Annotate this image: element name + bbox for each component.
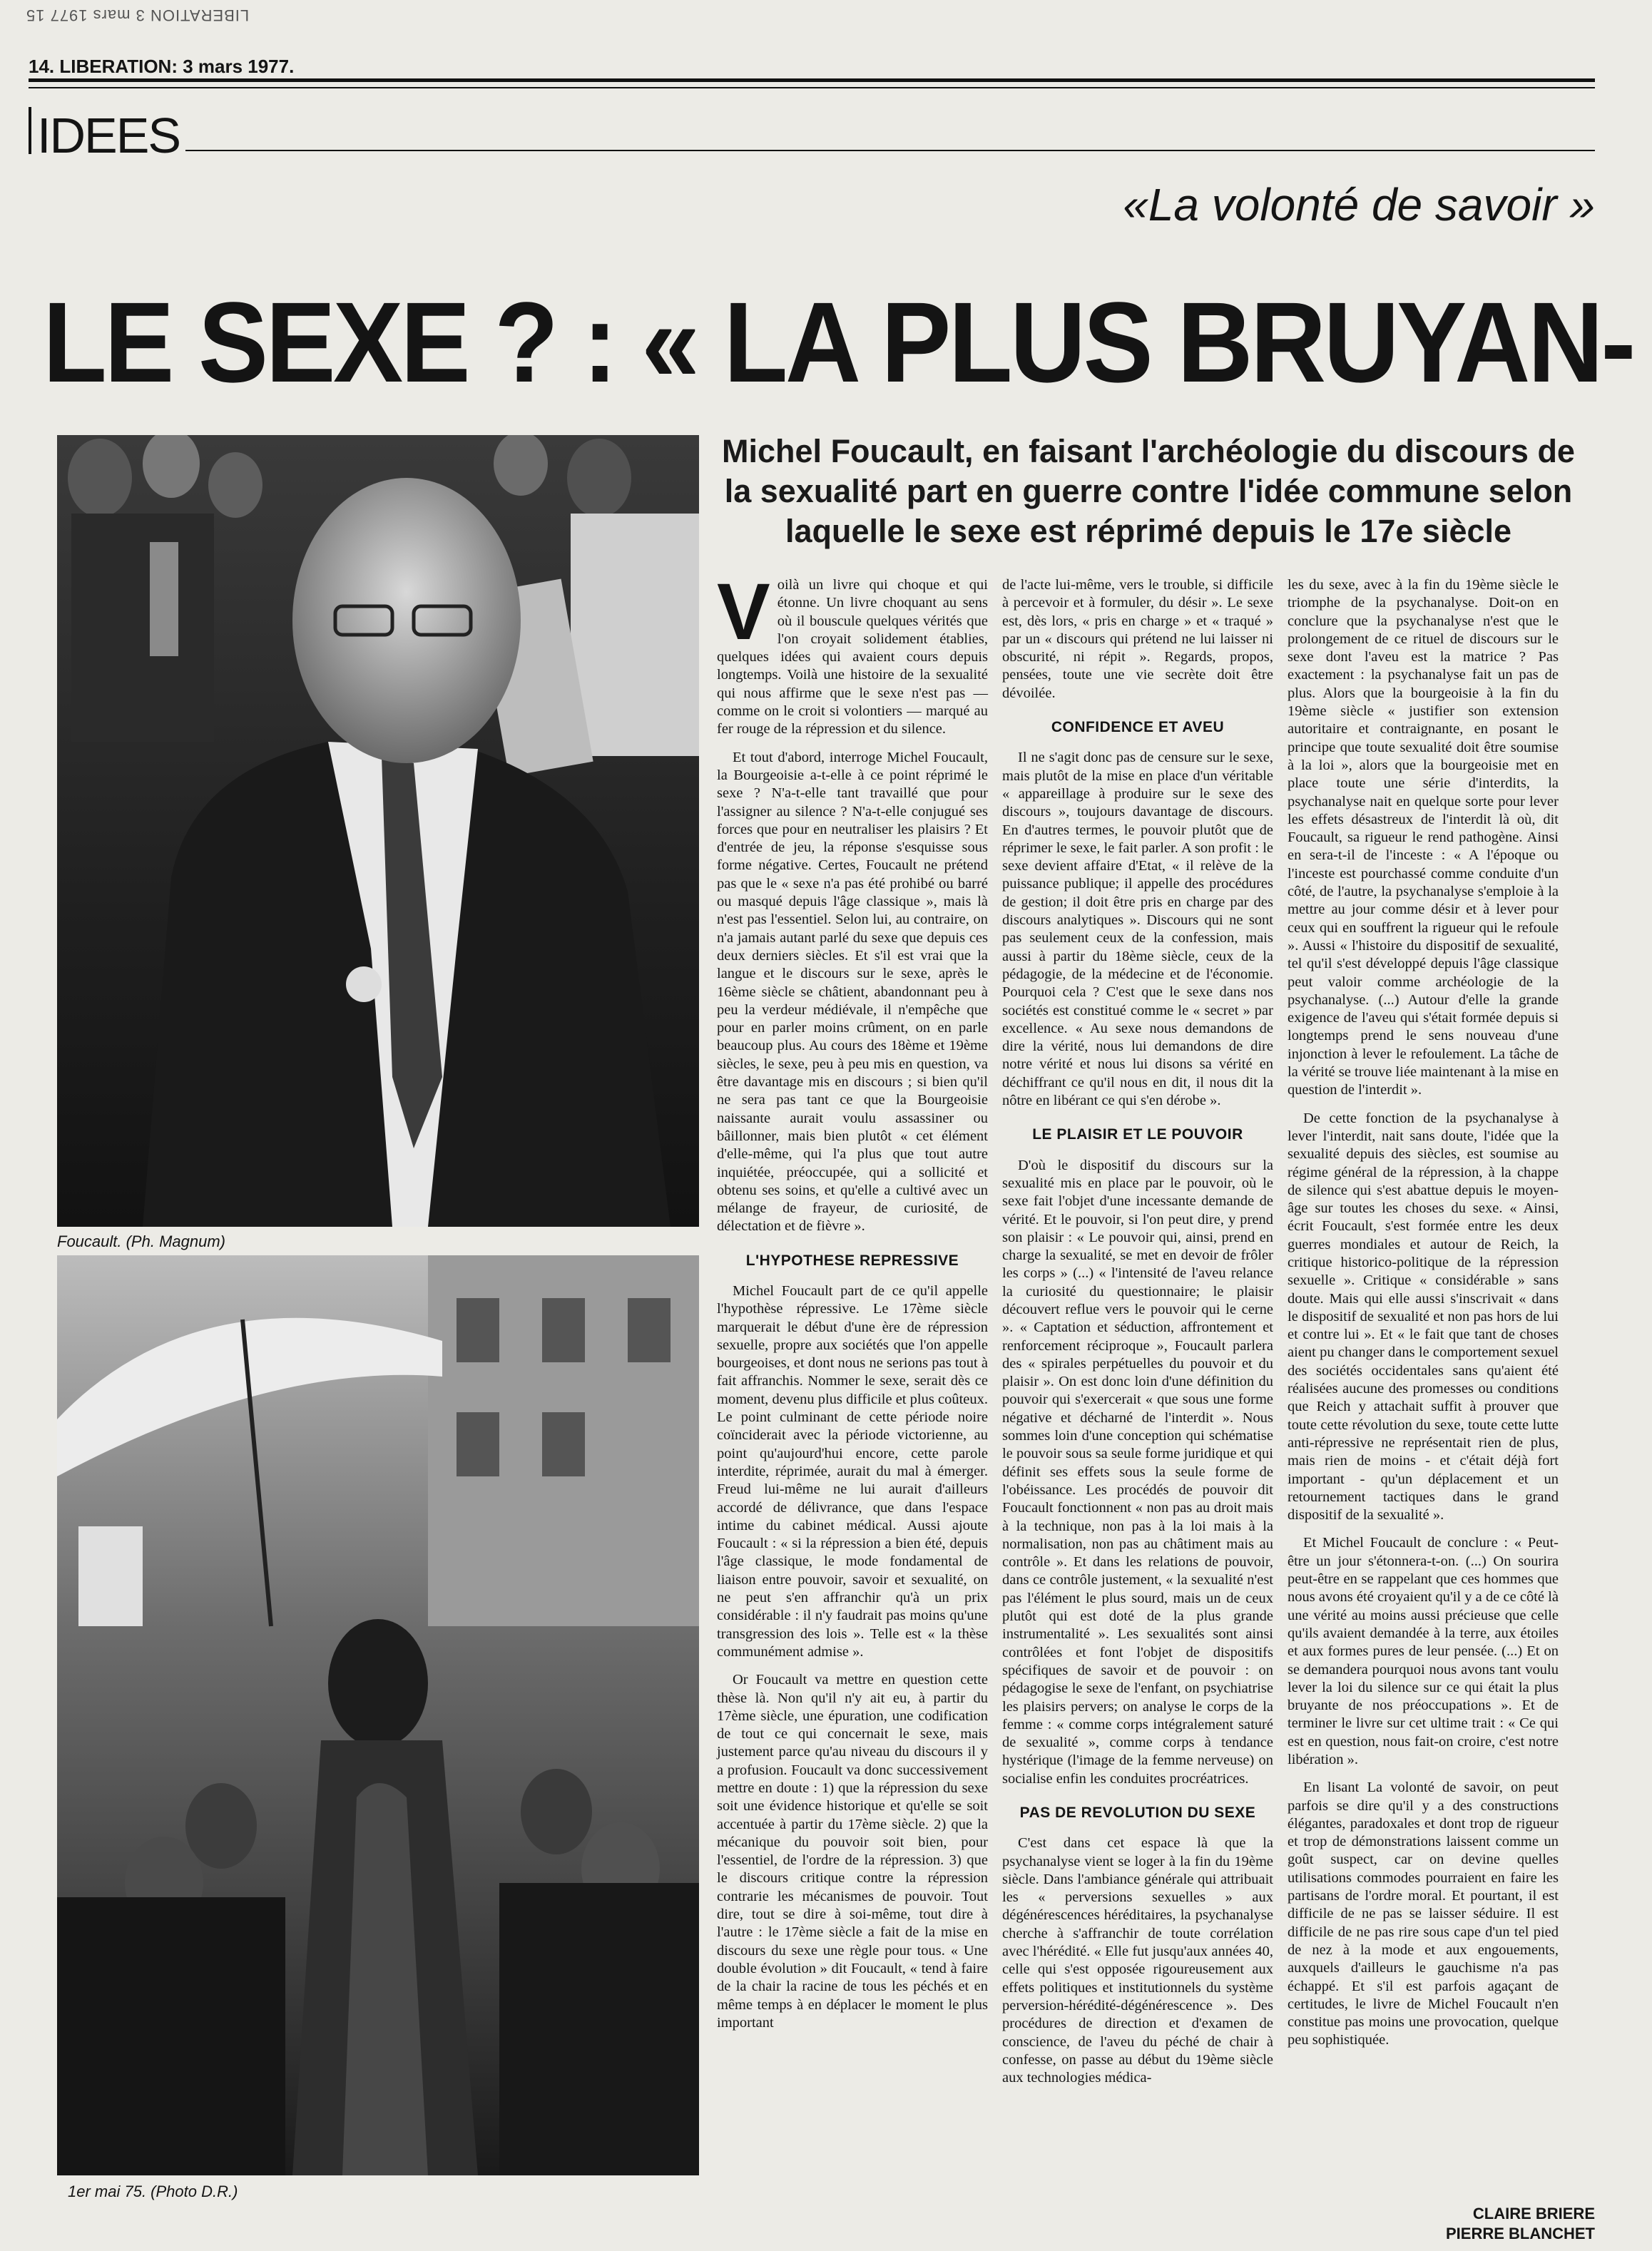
byline-author: PIERRE BLANCHET xyxy=(1445,2225,1595,2242)
article-column-3 xyxy=(1288,576,1559,2060)
photo-mayday xyxy=(57,1255,699,2175)
byline xyxy=(1446,2204,1595,2244)
byline-author: CLAIRE BRIERE xyxy=(1472,2205,1595,2222)
section-rule xyxy=(185,150,1595,151)
subheading: LE PLAISIR ET LE POUVOIR xyxy=(1032,1126,1243,1143)
headline: LE SEXE ? : « LA PLUS BRUYAN- xyxy=(43,278,1633,406)
subheading: L'HYPOTHESE REPRESSIVE xyxy=(745,1252,959,1269)
photo-foucault-caption: Foucault. (Ph. Magnum) xyxy=(57,1232,225,1250)
article-column-2 xyxy=(1002,576,1273,2097)
kicker: «La volonté de savoir » xyxy=(1123,179,1595,230)
paragraph: Or Foucault va mettre en question cette thèse là. Non qu'il n'y ait eu, à partir du 17ème siècle, une épuration, une codification de tout ce qui concernait le sexe, mais justement parce qu'au niveau du discours il y a profusion. Foucault va donc successivement mettre en doute : 1) que la répression du sexe soit une évidence historique et qu'elle se soit accentuée à partir du 17ème siècle. 2) que la mécanique du pouvoir soit bien, pour l'essentiel, de l'ordre de la répression. 3) que le discours critique contre la répression contrarie les mécanismes de pouvoir. Tout dire, tout se dire à soi-même, tout dire à l'autre : le 17ème siècle a fait de la mise en discours du sexe une règle pour tous. « Une double évolution » dit Foucault, « tend à faire de la chair la racine de tous les péchés et en même temps à en déplacer le moment le plus important xyxy=(717,1672,988,2031)
photo-mayday-image xyxy=(57,1255,699,2175)
masthead-rule-bottom xyxy=(29,87,1595,88)
photo-mayday-caption: 1er mai 75. (Photo D.R.) xyxy=(68,2183,238,2200)
paragraph: En lisant La volonté de savoir, on peut parfois se dire qu'il y a des constructions élégantes, paradoxales et dont trop de rigueur et trop de démonstrations laissent comme un goût suspect, car on devine quelles utilisations commodes pourraient en faire les partisans de l'ordre moral. Et pourtant, il est difficile de ne pas se laisser séduire. Il est difficile de ne pas rire sous cape d'un tel pied de nez à la mode et aux engouements, auxquels d'ailleurs le gauchisme n'a pas échappé. Et s'il est parfois agaçant de certitudes, le livre de Michel Foucault n'en constitue pas moins une provocation, quelque peu sophistiquée. xyxy=(1288,1780,1559,2048)
paragraph: les du sexe, avec à la fin du 19ème siècle le triomphe de la psychanalyse. Doit-on en conclure que la psychanalyse n'est que le prolongement de ce rituel de discours sur le sexe dont l'aveu est la matrice ? Pas exactement : la psychanalyse fait un pas de plus. Alors que la bourgeoisie à la fin du 19ème siècle « justifier son extension autoritaire et contraignante, en posant le principe que toute sexualité doit être soumise à la loi », alors que la bourgeoisie met en place toute une série d'interdits, la psychanalyse nait en quelque sorte pour lever les effets désastreux de l'interdit là où, dit Foucault, sa rigueur le rend pathogène. Ainsi en sera-t-il de l'inceste : « A l'époque ou l'inceste est pourchassé comme conduite d'un côté, de l'autre, la psychanalyse s'emploie à la mettre au jour comme désir et à lever pour ceux qui en souffrent la rigueur qui le refoule ». Aussi « l'histoire du dispositif de sexualité, tel qu'il s'est développé depuis l'âge classique peut valoir comme archéologie de la psychanalyse. (...) Autour d'elle la grande exigence de l'aveu qui s'était formée depuis si longtemps prend le sens nouveau d'une injonction à lever le refoulement. La tâche de la vérité se trouve liée maintenant à la mise en question de l'interdit ». xyxy=(1288,577,1559,1098)
page-folio: 14. LIBERATION: 3 mars 1977. xyxy=(29,56,295,77)
paragraph: C'est dans cet espace là que la psychanalyse vient se loger à la fin du 19ème siècle. Dans l'ambiance générale qui attribuait les « perversions sexuelles » aux dégénérescences héréditaires, la psychanalyse cherche à s'affranchir de toute corrélation avec l'hérédité. « Elle fut jusqu'aux années 40, celle qui s'est opposée rigoureusement aux effets politiques et institutionnels du système perversion-hérédité-dégénérescence ». Des procédures de direction et d'examen de conscience, de l'aveu du péché de chair à confesse, on passe au début du 19ème siècle aux technologies médica- xyxy=(1002,1835,1273,2086)
paragraph: Et tout d'abord, interroge Michel Foucault, la Bourgeoisie a-t-elle à ce point réprimé le sexe ? N'a-t-elle tant travaillé que pour l'assigner au silence ? N'a-t-elle conjugué ses forces que pour en neutraliser les plaisirs ? Et d'entrée de jeu, la réponse s'esquisse sous forme négative. Certes, Foucault ne prétend pas que le « sexe n'a pas été prohibé ou barré ou masqué depuis l'âge classique », mais là n'est pas l'essentiel. Selon lui, au contraire, on n'a jamais autant parlé du sexe que depuis ces deux derniers siècles. Et s'il est vrai que la langue et le discours sur le sexe, après le 16ème siècle se châtient, abandonnant peu à peu la verdeur médiévale, il n'empêche que pour en parler moins crûment, on en parle beaucoup plus. Au cours des 18ème et 19ème siècles, le sexe, peu à peu mis en question, va être davantage mis en discours ; si bien qu'il ne sera pas tant ce que la Bourgeoisie naissante aurait voulu assassiner ou bâillonner, mais bien plutôt « cet élément d'elle-même, qui l'a plus que tout autre inquiétée, préoccupée, qui a sollicité et obtenu ses soins, et qu'elle a cultivé avec un mélange de frayeur, de curiosité, de délectation et de fièvre ». xyxy=(717,749,988,1235)
section-label: IDEES xyxy=(37,108,180,163)
standfirst: Michel Foucault, en faisant l'archéologie du discours de la sexualité part en guerre contre l'idée commune selon laquelle le sexe est réprimé depuis le 17e siècle xyxy=(722,433,1575,549)
paragraph: Il ne s'agit donc pas de censure sur le sexe, mais plutôt de la mise en place d'un véritable « appareillage à produire sur le sexe des discours », toujours davantage de discours. En d'autres termes, le pouvoir plutôt que de réprimer le sexe, le fait parler. A son profit : le sexe devient affaire d'Etat, « il relève de la puissance publique; il appelle des procédures de gestion; il doit être pris en charge par des discours analytiques ». Discours qui ne sont pas seulement ceux de la confession, mais aussi à partir du 18ème siècle, ceux de la pédagogie, de la médecine et de l'économie. Pourquoi cela ? C'est que le sexe dans nos sociétés est constitué comme le « secret » par excellence. « Au sexe nous demandons de dire la vérité, nous lui demandons de dire notre vérité et nous lui disons sa vérité en déchiffrant ce qu'il nous en dit, il nous dit la nôtre en libérant ce qui s'en dérobe ». xyxy=(1002,750,1273,1109)
paragraph: D'où le dispositif du discours sur la sexualité mis en place par le pouvoir, où le sexe fait l'objet d'une incessante demande de vérité. Et le pouvoir, si l'on peut dire, y prend son plaisir : « Le pouvoir qui, ainsi, prend en charge la sexualité, se met en devoir de frôler les corps » (...) « l'intensité de l'aveu relance la curiosité du questionnaire; le plaisir découvert reflue vers le pouvoir qui le cerne ». « Captation et séduction, affrontement et renforcement réciproque », Foucault parlera des « spirales perpétuelles du pouvoir et du plaisir ». On est donc loin d'une définition du pouvoir qui s'exercerait « que sous une forme négative et décharné de l'interdit ». Nous sommes loin d'une conception qui schématise le pouvoir sous sa seule forme juridique et qui définit ses effets sous la seule forme de l'obéissance. Les procédés de pouvoir dit Foucault fonctionnent « non pas au droit mais à la technique, non pas à la loi mais à la normalisation, non pas au châtiment mais au contrôle ». Et dans les relations de pouvoir, dans ce contrôle justement, « la sexualité n'est pas l'élément le plus sourd, mais un de ceux plutôt qui est doté de la plus grande instrumentalité ». Les sexualités sont ainsi contrôlées et font l'objet de dispositifs spécifiques de savoir et de pouvoir : on pédagogise le sexe de l'enfant, on psychiatrise les plaisirs pervers; on analyse le corps de la femme : « comme corps intégralement saturé de sexualité », comme corps à tendance hystérique (l'image de la femme nerveuse) on socialise enfin les conduites procréatrices. xyxy=(1002,1157,1273,1787)
paragraph: Et Michel Foucault de conclure : « Peut-être un jour s'étonnera-t-on. (...) On sourira peut-être en se rappelant que ces hommes que nous avons été croyaient qu'il y a de ce côté là une vérité au moins aussi précieuse que celle qu'ils avaient demandée à la terre, aux étoiles et aux formes pures de leur pensée. (...) Et on se demandera pourquoi nous avons tant voulu lever la loi du silence sur ce qui était la plus bruyante de nos préoccupations ». Et de terminer le livre sur cet ultime trait : « Ce qui est en question, nous fait-on croire, c'est notre libération ». xyxy=(1288,1535,1559,1767)
subheading: CONFIDENCE ET AVEU xyxy=(1051,719,1225,736)
paragraph: oilà un livre qui choque et qui étonne. Un livre choquant au sens où il bouscule quelques vérités que l'on croyait solidement établies, quelques idées qui avaient cours depuis longtemps. Voilà une histoire de la sexualité qui nous affirme que le sexe n'est pas — comme on le croit si volontiers — marqué au fer rouge de la répression et du silence. xyxy=(717,577,988,737)
masthead-rule-top xyxy=(29,78,1595,82)
bleed-through-text: LIBERATION 3 mars 1977 15 xyxy=(26,6,250,24)
drop-cap: V xyxy=(717,567,770,656)
article-column-1 xyxy=(717,567,988,2042)
photo-foucault-image xyxy=(57,435,699,1227)
paragraph: De cette fonction de la psychanalyse à lever l'interdit, nait sans doute, l'idée que la sexualité depuis des siècles, est soumise au régime général de la répression, à la chappe de silence qui s'est abattue depuis le moyen-âge sur toutes les choses du sexe. « Ainsi, écrit Foucault, s'est formée entre les deux guerres mondiales et autour de Reich, la critique historico-politique de la répression sexuelle ». Critique « considérable » sans doute. Mais qui elle aussi s'inscrivait « dans le dispositif de sexualité et non pas hors de lui et contre lui ». Et « le fait que tant de choses aient pu changer dans le comportement sexuel des sociétés occidentales sans qu'aient été réalisées aucune des promesses ou conditions que Reich y attachait suffit à prouver que toute cette révolution du sexe, toute cette lutte anti-répressive ne représentait rien de plus, mais rien de moins - et c'était déjà fort important - qu'un déplacement et un retournement tactiques dans le grand dispositif de la sexualité ». xyxy=(1288,1110,1559,1523)
section-left-bar xyxy=(29,107,31,154)
photo-foucault xyxy=(57,435,699,1227)
subheading: PAS DE REVOLUTION DU SEXE xyxy=(1019,1805,1256,1821)
paragraph: Michel Foucault part de ce qu'il appelle l'hypothèse répressive. Le 17ème siècle marquerait le début d'une ère de répression sexuelle, propre aux sociétés que l'on appelle bourgeoises, et dont nous ne serions pas tout à fait affranchis. Nommer le sexe, serait dès ce moment, devenu plus difficile et plus coûteux. Le point culminant de cette période noire coïnciderait avec la période victorienne, au point qu'aujourd'hui encore, cette parole interdite, réprimée, aurait du mal à émerger. Freud lui-même ne lui aurait d'ailleurs accordé de délivrance, que dans l'espace intime du cabinet médical. Aussi ajoute Foucault : « si la répression a bien été, depuis l'âge classique, le mode fondamental de liaison entre pouvoir, savoir et sexualité, on ne peut s'en affranchir qu'à un prix considérable : il n'y faudrait pas moins qu'une transgression des lois ». Telle est « la thèse communément admise ». xyxy=(717,1282,988,1660)
paragraph: de l'acte lui-même, vers le trouble, si difficile à percevoir et à formuler, du désir ». Le sexe est, dès lors, « pris en charge » et « traqué » par un « discours qui prétend ne lui laisser ni obscurité, ni répit ». Regards, propos, pensées, toute une vie secrète doit être dévoilée. xyxy=(1002,577,1273,701)
